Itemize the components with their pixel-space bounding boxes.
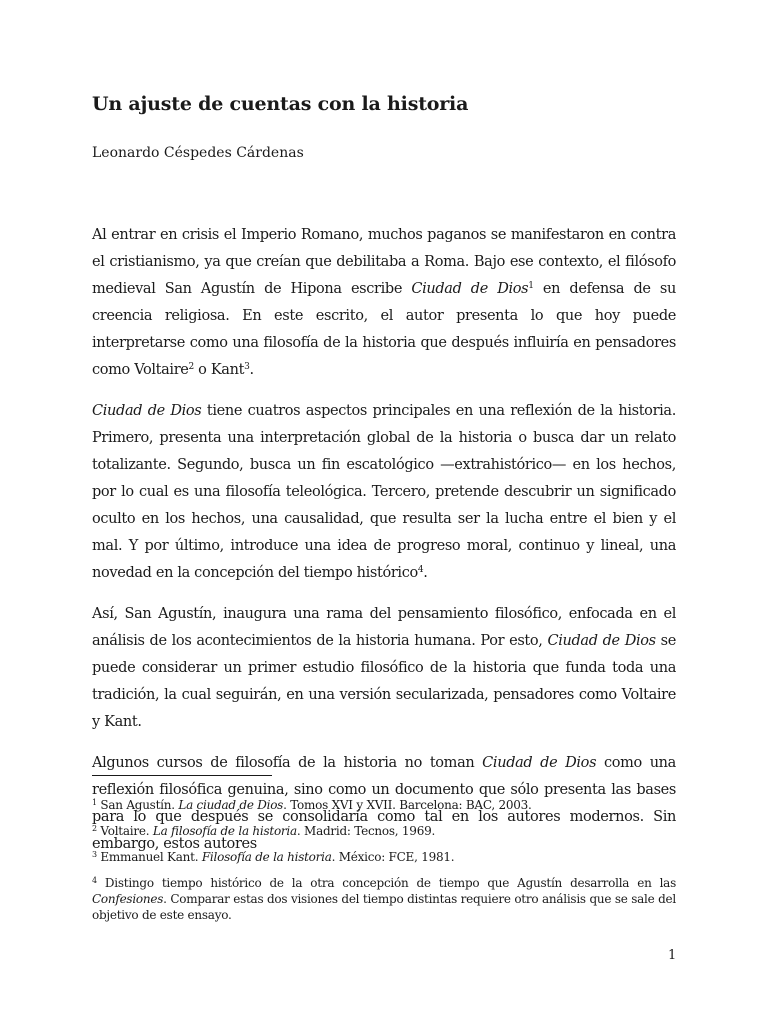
footnote-2 [92, 823, 676, 839]
author-name: Leonardo Céspedes Cárdenas [92, 145, 304, 161]
p4-text-b: como una reflexión filosófica genuina, sino como un documento que sólo presenta las bases para lo que después se consolidaría como tal en los autores modernos. Sin embargo, estos autores [92, 755, 676, 852]
p4-text-a: Algunos cursos de filosofía de la historia no toman [92, 755, 483, 771]
work-title: Ciudad de Dios [92, 403, 202, 419]
p2-text-b: . [423, 565, 428, 581]
paragraph-3 [92, 601, 676, 736]
footnote-ref-4[interactable]: 4 [417, 565, 424, 575]
footnote-text: . México: FCE, 1981. [331, 850, 455, 864]
p1-text-b: en defensa de su creencia religiosa. En este escrito, el autor presenta lo que hoy puede interpretarse como una filosofía de la historia que después influiría en pensadores como Voltaire [92, 281, 676, 378]
footnote-number: 1 [92, 798, 97, 807]
footnote-ref-2[interactable]: 2 [188, 362, 194, 372]
work-title: Ciudad de Dios [411, 281, 529, 297]
footnote-4 [92, 875, 676, 923]
page-title: Un ajuste de cuentas con la historia [92, 93, 469, 115]
footnote-number: 3 [92, 850, 97, 859]
footnote-number: 4 [92, 876, 97, 885]
p1-text-d: . [249, 362, 254, 378]
footnote-text: . Tomos XVI y XVII. Barcelona: BAC, 2003. [283, 798, 532, 812]
footnote-text: Emmanuel Kant. [100, 850, 202, 864]
work-title: Ciudad de Dios [482, 755, 597, 771]
p3-text-a: Así, San Agustín, inaugura una rama del pensamiento filosófico, enfocada en el análisis de los acontecimientos de la historia humana. Por esto, [92, 606, 676, 649]
footnote-text: Distingo tiempo histórico de la otra concepción de tiempo que Agustín desarrolla en las [104, 876, 676, 890]
footnote-1 [92, 797, 676, 813]
p1-text-a: Al entrar en crisis el Imperio Romano, muchos paganos se manifestaron en contra el cristianismo, ya que creían que debilitaba a Roma. Bajo ese contexto, el filósofo medieval San Agustín de Hipona escribe [92, 227, 676, 297]
paragraph-1 [92, 222, 676, 384]
p3-text-b: se puede considerar un primer estudio filosófico de la historia que funda toda una tradición, la cual seguirán, en una versión secularizada, pensadores como Voltaire y Kant. [92, 633, 676, 730]
footnotes [92, 797, 676, 933]
footnote-text: San Agustín. [100, 798, 179, 812]
footnote-text: . Comparar estas dos visiones del tiempo distintas requiere otro análisis que se sale del objetivo de este ensayo. [92, 892, 676, 922]
footnote-work-title: La ciudad de Dios [178, 798, 284, 812]
work-title: Ciudad de Dios [547, 633, 656, 649]
p2-text-a: tiene cuatros aspectos principales en una reflexión de la historia. Primero, presenta una interpretación global de la historia o busca dar un relato totalizante. Segundo, busca un fin escatológico —extrahistórico— en los hechos, por lo cual es una filosofía teleológica. Tercero, pretende descubrir un significado oculto en los hechos, una causalidad, que resulta ser la lucha entre el bien y el mal. Y por último, introduce una idea de progreso moral, continuo y lineal, una novedad en la concepción del tiempo histórico [92, 403, 676, 581]
footnote-text: Voltaire. [100, 824, 153, 838]
footnote-separator [92, 775, 272, 776]
footnote-ref-3[interactable]: 3 [244, 362, 250, 372]
footnote-work-title: Filosofía de la historia [201, 850, 332, 864]
page-number: 1 [668, 948, 677, 963]
footnote-number: 2 [92, 824, 97, 833]
footnote-text: . Madrid: Tecnos, 1969. [296, 824, 436, 838]
paragraph-2 [92, 398, 676, 587]
p1-text-c: o Kant [193, 362, 245, 378]
footnote-work-title: La filosofía de la historia [152, 824, 297, 838]
footnote-ref-1[interactable]: 1 [528, 281, 534, 291]
footnote-work-title: Confesiones [92, 892, 164, 906]
footnote-3 [92, 849, 676, 865]
